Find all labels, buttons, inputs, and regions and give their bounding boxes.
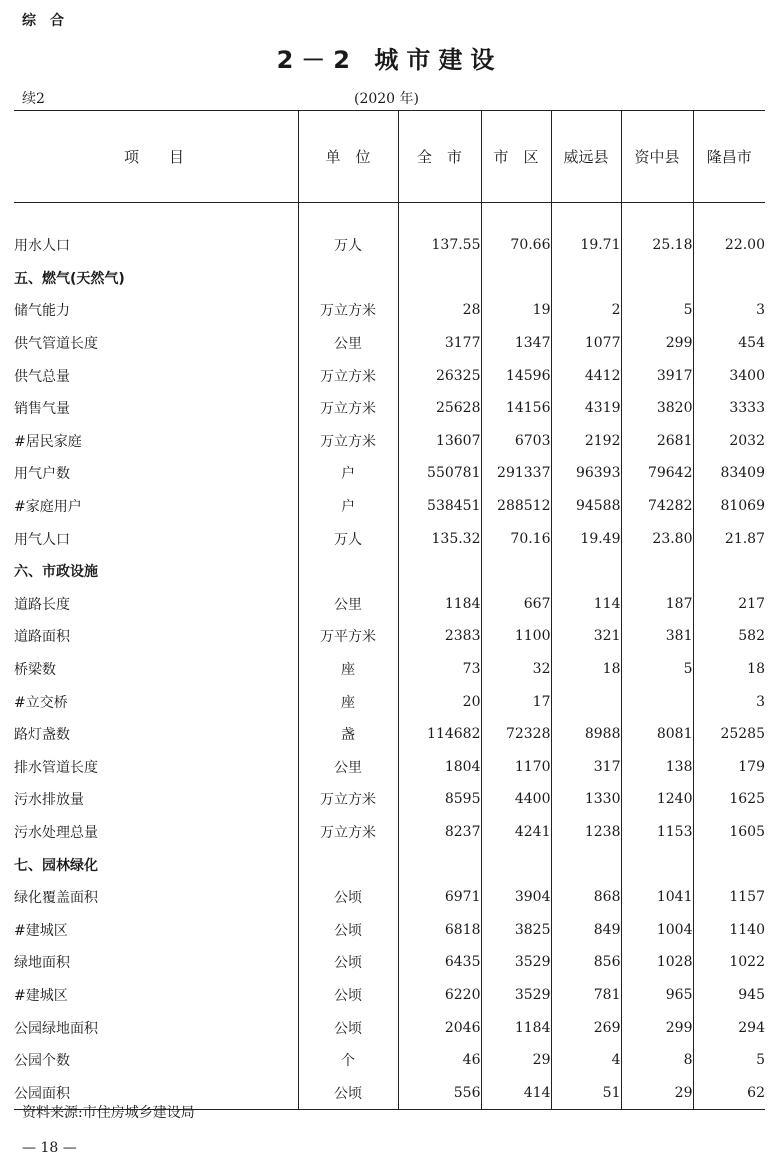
row-item-label: 公园个数 [14,1053,70,1070]
row-unit: 万立方米 [298,392,398,425]
row-value: 6703 [481,425,551,458]
row-value: 1041 [621,881,693,914]
row-item-label: 桥梁数 [14,662,56,679]
row-value: 138 [621,751,693,784]
row-value: 23.80 [621,522,693,555]
row-value: 945 [693,979,765,1012]
row-item-label: 储气能力 [14,303,70,320]
row-item-label: 公园绿地面积 [14,1020,98,1037]
table-row [14,262,765,295]
row-unit: 万人 [298,229,398,262]
row-value: 4412 [551,359,621,392]
row-item-label: #家庭用户 [14,499,82,516]
row-value: 179 [693,751,765,784]
table-row [14,522,765,555]
table-row [14,294,765,327]
row-value: 849 [551,913,621,946]
row-value: 25285 [693,718,765,751]
row-item-label: 六、市政设施 [14,564,98,581]
row-value: 1238 [551,816,621,849]
header-urban-district: 市 区 [481,111,551,203]
row-value: 1022 [693,946,765,979]
header-unit: 单 位 [298,111,398,203]
table-row [14,457,765,490]
row-value: 4319 [551,392,621,425]
table-row [14,881,765,914]
row-value: 4 [551,1044,621,1077]
table-row [14,751,765,784]
row-value: 14156 [481,392,551,425]
page-number: — 18 — [22,1140,77,1156]
row-item-label: 绿化覆盖面积 [14,890,98,907]
row-value: 96393 [551,457,621,490]
table-row [14,946,765,979]
row-value: 19 [481,294,551,327]
row-value: 62 [693,1076,765,1109]
row-value: 13607 [398,425,481,458]
row-item-label: 道路面积 [14,629,70,646]
row-value: 321 [551,620,621,653]
row-item-label: 公园面积 [14,1076,298,1109]
row-value: 269 [551,1011,621,1044]
table-row [14,588,765,621]
header-weiyuan: 威远县 [551,111,621,203]
row-value: 781 [551,979,621,1012]
row-value [621,555,693,588]
row-value: 81069 [693,490,765,523]
row-value: 2 [551,294,621,327]
row-value: 29 [481,1044,551,1077]
row-item-label: 道路长度 [14,596,70,613]
row-value: 1330 [551,783,621,816]
row-item-label: #居民家庭 [14,433,82,450]
row-value: 299 [621,327,693,360]
row-value: 114682 [398,718,481,751]
row-value: 19.49 [551,522,621,555]
row-value: 5 [621,294,693,327]
row-item-label: 用气人口 [14,531,70,548]
row-value: 94588 [551,490,621,523]
row-value: 2192 [551,425,621,458]
row-value: 317 [551,751,621,784]
row-value: 2681 [621,425,693,458]
row-value: 6818 [398,913,481,946]
row-value: 3529 [481,946,551,979]
row-value [398,555,481,588]
row-value: 79642 [621,457,693,490]
row-item-label: #立交桥 [14,694,68,711]
row-value: 8 [621,1044,693,1077]
row-unit: 万立方米 [298,294,398,327]
row-value: 1240 [621,783,693,816]
row-item-label: 供气管道长度 [14,336,98,353]
row-value: 868 [551,881,621,914]
row-value [693,848,765,881]
row-item-label: 污水处理总量 [14,824,98,841]
table-row [14,1044,765,1077]
table-row [14,783,765,816]
table-row [14,848,765,881]
row-value: 3904 [481,881,551,914]
row-value: 5 [621,653,693,686]
row-value: 1028 [621,946,693,979]
continuation-label: 续2 [22,91,45,107]
row-value: 74282 [621,490,693,523]
table-row [14,620,765,653]
row-value: 3333 [693,392,765,425]
row-value: 8237 [398,816,481,849]
row-unit: 公顷 [298,881,398,914]
table-row [14,555,765,588]
row-value: 1140 [693,913,765,946]
row-value: 288512 [481,490,551,523]
row-value: 6435 [398,946,481,979]
row-unit: 公顷 [298,1011,398,1044]
table-row [14,327,765,360]
row-value: 17 [481,685,551,718]
row-value [481,555,551,588]
row-unit: 座 [298,653,398,686]
row-value: 1184 [481,1011,551,1044]
row-value: 965 [621,979,693,1012]
row-value: 381 [621,620,693,653]
row-value: 51 [551,1076,621,1109]
row-item-label: 绿地面积 [14,955,70,972]
section-label: 综合 [22,13,78,29]
row-value [551,555,621,588]
row-value: 3820 [621,392,693,425]
row-value: 25.18 [621,229,693,262]
row-value [621,848,693,881]
table-row [14,392,765,425]
row-value: 1605 [693,816,765,849]
row-value: 21.87 [693,522,765,555]
row-item-label: 用水人口 [14,238,70,255]
row-value: 8988 [551,718,621,751]
row-value: 1004 [621,913,693,946]
row-value: 187 [621,588,693,621]
row-value: 6220 [398,979,481,1012]
row-unit: 公顷 [298,979,398,1012]
row-unit: 万立方米 [298,425,398,458]
row-unit: 座 [298,685,398,718]
spacer-row [14,203,765,230]
page-title: 2－2 城市建设 [276,46,503,74]
row-value: 1625 [693,783,765,816]
row-value: 1804 [398,751,481,784]
row-value: 3177 [398,327,481,360]
row-unit: 盏 [298,718,398,751]
row-value [693,262,765,295]
row-item-label: #建城区 [14,987,68,1004]
row-value: 454 [693,327,765,360]
row-unit: 万立方米 [298,359,398,392]
row-value: 46 [398,1044,481,1077]
row-item-label: 销售气量 [14,401,70,418]
row-value: 291337 [481,457,551,490]
row-value: 73 [398,653,481,686]
row-value: 556 [398,1076,481,1109]
table-row [14,359,765,392]
row-value: 414 [481,1076,551,1109]
table-row [14,653,765,686]
city-construction-table [14,110,765,1110]
row-value: 3400 [693,359,765,392]
table-row [14,425,765,458]
row-unit: 公顷 [298,913,398,946]
row-value: 4400 [481,783,551,816]
table-body [14,203,765,1110]
row-value: 1153 [621,816,693,849]
row-item-label: 七、园林绿化 [14,857,98,874]
row-unit: 万立方米 [298,816,398,849]
row-unit: 公里 [298,588,398,621]
row-value: 137.55 [398,229,481,262]
row-unit: 万人 [298,522,398,555]
row-value: 294 [693,1011,765,1044]
row-value: 32 [481,653,551,686]
year-label: (2020 年) [354,91,420,107]
row-value: 3 [693,294,765,327]
row-value [398,848,481,881]
row-value: 550781 [398,457,481,490]
row-unit: 公里 [298,751,398,784]
row-unit: 个 [298,1044,398,1077]
row-value: 856 [551,946,621,979]
row-value: 29 [621,1076,693,1109]
row-value: 22.00 [693,229,765,262]
row-value: 70.66 [481,229,551,262]
row-unit [298,262,398,295]
row-value [551,848,621,881]
row-value: 114 [551,588,621,621]
row-value [481,848,551,881]
row-unit [298,555,398,588]
row-value: 2383 [398,620,481,653]
row-value: 20 [398,685,481,718]
table-row [14,490,765,523]
row-item-label: 污水排放量 [14,792,84,809]
table-row [14,685,765,718]
header-whole-city: 全 市 [398,111,481,203]
row-value: 299 [621,1011,693,1044]
row-value: 582 [693,620,765,653]
row-value: 25628 [398,392,481,425]
row-value: 2046 [398,1011,481,1044]
row-value: 3529 [481,979,551,1012]
row-value: 3 [693,685,765,718]
row-value [621,262,693,295]
row-value: 1347 [481,327,551,360]
row-unit: 户 [298,490,398,523]
row-item-label: #建城区 [14,922,68,939]
row-item-label: 五、燃气(天然气) [14,270,125,287]
row-unit: 万立方米 [298,783,398,816]
row-value: 1157 [693,881,765,914]
row-value: 19.71 [551,229,621,262]
table-header-row [14,111,765,203]
row-value: 14596 [481,359,551,392]
row-value: 1100 [481,620,551,653]
row-item-label: 供气总量 [14,368,70,385]
row-value: 2032 [693,425,765,458]
table-row [14,229,765,262]
row-value: 217 [693,588,765,621]
table-row [14,979,765,1012]
row-unit: 公里 [298,327,398,360]
row-value: 18 [693,653,765,686]
row-unit: 户 [298,457,398,490]
header-item: 项 目 [14,111,298,203]
row-item-label: 排水管道长度 [14,759,98,776]
row-value: 28 [398,294,481,327]
row-unit: 公顷 [298,946,398,979]
row-value: 26325 [398,359,481,392]
row-value: 3825 [481,913,551,946]
table-row [14,913,765,946]
row-item-label: 路灯盏数 [14,727,70,744]
row-value: 135.32 [398,522,481,555]
row-value: 83409 [693,457,765,490]
row-value [693,555,765,588]
row-value: 5 [693,1044,765,1077]
row-value [481,262,551,295]
row-value: 3917 [621,359,693,392]
row-unit [298,848,398,881]
row-value: 538451 [398,490,481,523]
row-unit: 万平方米 [298,620,398,653]
table-row [14,718,765,751]
row-unit: 公顷 [298,1076,398,1109]
row-value: 1184 [398,588,481,621]
row-value [621,685,693,718]
row-value: 1170 [481,751,551,784]
data-source-note: 资料来源:市住房城乡建设局 [22,1105,195,1121]
row-value [398,262,481,295]
row-item-label: 用气户数 [14,466,70,483]
row-value: 72328 [481,718,551,751]
table-row [14,816,765,849]
header-zizhong: 资中县 [621,111,693,203]
header-longchang: 隆昌市 [693,111,765,203]
row-value [551,685,621,718]
row-value: 70.16 [481,522,551,555]
row-value: 4241 [481,816,551,849]
row-value: 667 [481,588,551,621]
table-row [14,1011,765,1044]
row-value: 6971 [398,881,481,914]
row-value: 18 [551,653,621,686]
row-value: 8595 [398,783,481,816]
row-value: 1077 [551,327,621,360]
row-value [551,262,621,295]
row-value: 8081 [621,718,693,751]
